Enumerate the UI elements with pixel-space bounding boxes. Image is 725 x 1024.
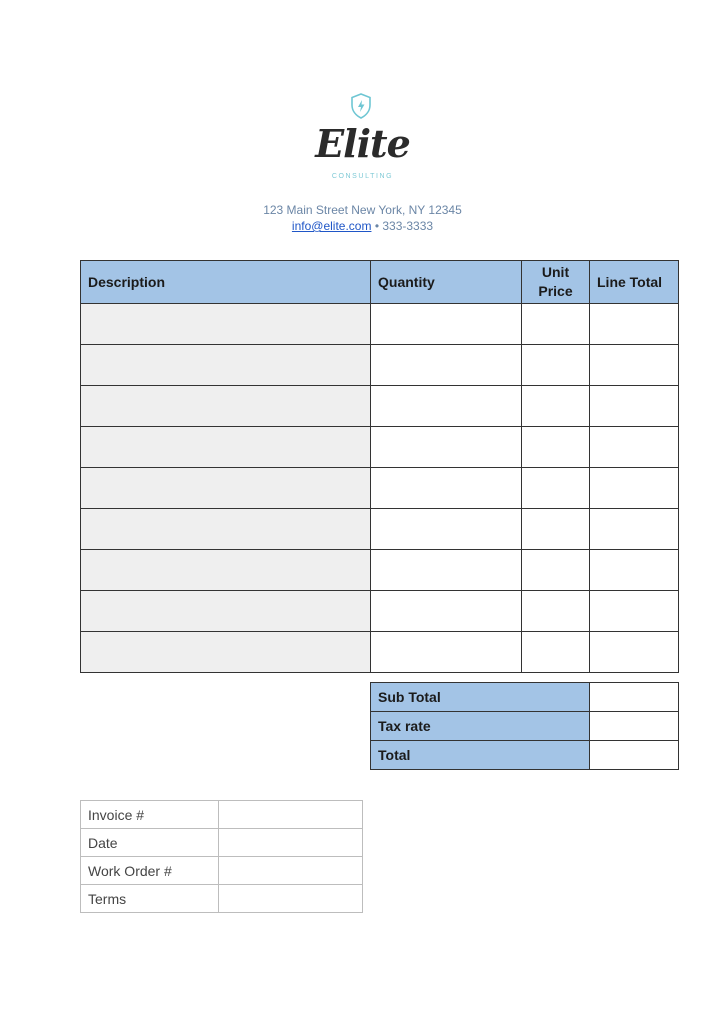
cell-unit-price[interactable] xyxy=(522,427,590,468)
tax-rate-value[interactable] xyxy=(590,712,679,741)
cell-line-total[interactable] xyxy=(590,427,679,468)
cell-quantity[interactable] xyxy=(371,550,522,591)
cell-quantity[interactable] xyxy=(371,509,522,550)
cell-line-total[interactable] xyxy=(590,591,679,632)
header-unit-price: Unit Price xyxy=(522,261,590,304)
cell-unit-price[interactable] xyxy=(522,509,590,550)
table-row xyxy=(81,386,679,427)
cell-line-total[interactable] xyxy=(590,550,679,591)
header-quantity: Quantity xyxy=(371,261,522,304)
info-value[interactable] xyxy=(219,857,363,885)
cell-quantity[interactable] xyxy=(371,304,522,345)
cell-line-total[interactable] xyxy=(590,345,679,386)
subtotal-value[interactable] xyxy=(590,683,679,712)
cell-quantity[interactable] xyxy=(371,427,522,468)
company-contact xyxy=(180,218,545,234)
cell-unit-price[interactable] xyxy=(522,591,590,632)
cell-quantity[interactable] xyxy=(371,345,522,386)
cell-description[interactable] xyxy=(81,509,371,550)
invoice-info-table xyxy=(80,800,363,913)
info-row xyxy=(81,857,363,885)
cell-unit-price[interactable] xyxy=(522,632,590,673)
tax-rate-label: Tax rate xyxy=(371,712,590,741)
company-address: 123 Main Street New York, NY 12345 xyxy=(263,203,462,217)
cell-line-total[interactable] xyxy=(590,509,679,550)
cell-line-total[interactable] xyxy=(590,468,679,509)
table-row xyxy=(81,304,679,345)
cell-description[interactable] xyxy=(81,427,371,468)
header-description: Description xyxy=(81,261,371,304)
company-phone: 333-3333 xyxy=(382,219,434,233)
info-label: Invoice # xyxy=(81,801,219,829)
cell-unit-price[interactable] xyxy=(522,468,590,509)
info-row xyxy=(81,801,363,829)
tax-rate-row xyxy=(371,712,679,741)
cell-unit-price[interactable] xyxy=(522,345,590,386)
subtotal-row xyxy=(371,683,679,712)
info-label: Terms xyxy=(81,885,219,913)
cell-quantity[interactable] xyxy=(371,468,522,509)
cell-description[interactable] xyxy=(81,632,371,673)
table-row xyxy=(81,632,679,673)
cell-quantity[interactable] xyxy=(371,632,522,673)
info-row xyxy=(81,885,363,913)
cell-quantity[interactable] xyxy=(371,386,522,427)
table-row xyxy=(81,591,679,632)
shield-bolt-icon xyxy=(349,92,373,120)
cell-description[interactable] xyxy=(81,591,371,632)
email-link[interactable]: info@elite.com xyxy=(291,219,372,233)
cell-description[interactable] xyxy=(81,550,371,591)
header-line-total: Line Total xyxy=(590,261,679,304)
subtotal-label: Sub Total xyxy=(371,683,590,712)
line-items-table xyxy=(80,260,679,673)
info-label: Date xyxy=(81,829,219,857)
cell-line-total[interactable] xyxy=(590,386,679,427)
logo-tagline: CONSULTING xyxy=(331,173,394,180)
table-row xyxy=(81,509,679,550)
info-row xyxy=(81,829,363,857)
cell-description[interactable] xyxy=(81,468,371,509)
cell-unit-price[interactable] xyxy=(522,550,590,591)
table-row xyxy=(81,468,679,509)
info-value[interactable] xyxy=(219,801,363,829)
cell-description[interactable] xyxy=(81,386,371,427)
info-value[interactable] xyxy=(219,885,363,913)
totals-table xyxy=(370,682,679,770)
total-value[interactable] xyxy=(590,741,679,770)
info-label: Work Order # xyxy=(81,857,219,885)
cell-description[interactable] xyxy=(81,345,371,386)
logo-wordmark: Elite xyxy=(315,121,410,166)
contact-separator: • xyxy=(374,219,380,233)
total-row xyxy=(371,741,679,770)
cell-unit-price[interactable] xyxy=(522,386,590,427)
info-value[interactable] xyxy=(219,829,363,857)
cell-line-total[interactable] xyxy=(590,304,679,345)
table-header-row xyxy=(81,261,679,304)
table-row xyxy=(81,427,679,468)
cell-unit-price[interactable] xyxy=(522,304,590,345)
cell-quantity[interactable] xyxy=(371,591,522,632)
total-label: Total xyxy=(371,741,590,770)
cell-description[interactable] xyxy=(81,304,371,345)
cell-line-total[interactable] xyxy=(590,632,679,673)
table-row xyxy=(81,550,679,591)
table-row xyxy=(81,345,679,386)
